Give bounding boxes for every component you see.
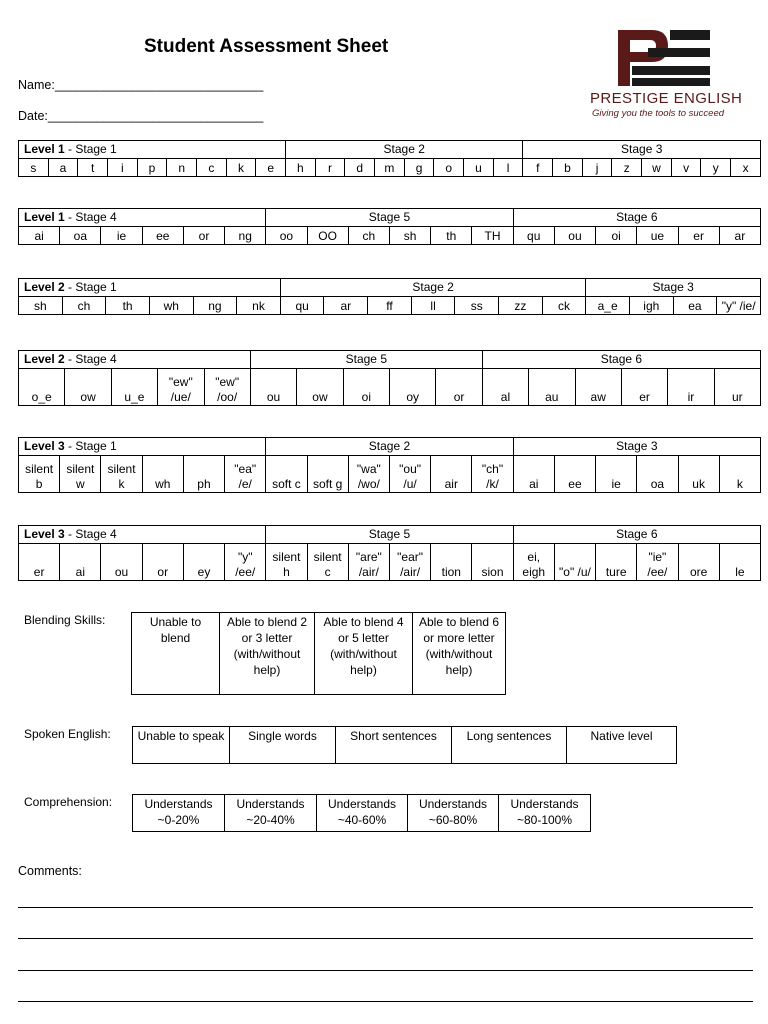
sound-cell[interactable]: oo [266, 227, 307, 245]
spoken-english-options [132, 726, 677, 764]
sound-cell[interactable]: "y" /ee/ [225, 544, 266, 581]
sound-cell[interactable]: ore [678, 544, 719, 581]
stage-header [19, 209, 266, 227]
sound-cell[interactable]: ey [183, 544, 224, 581]
sound-cell[interactable]: qu [513, 227, 554, 245]
sound-cell[interactable]: air [431, 456, 472, 493]
level-table [18, 350, 761, 406]
comments-label: Comments: [18, 864, 82, 878]
sound-cell[interactable]: oa [637, 456, 678, 493]
sound-cell[interactable]: ou [101, 544, 142, 581]
sound-cell[interactable]: ai [60, 544, 101, 581]
sound-cell[interactable]: "ew" /ue/ [158, 369, 204, 406]
sound-cell[interactable]: ea [673, 297, 717, 315]
stage-header: Stage 6 [513, 526, 760, 544]
stage-header [19, 279, 281, 297]
sound-cell[interactable]: o_e [19, 369, 65, 406]
sound-cell[interactable]: j [582, 159, 612, 177]
comprehension-label: Comprehension: [24, 795, 113, 809]
sound-cell[interactable]: b [553, 159, 583, 177]
blending-option[interactable]: Unable to blend [132, 613, 220, 695]
spoken-option[interactable]: Unable to speak [133, 727, 230, 764]
sound-cell[interactable]: uk [678, 456, 719, 493]
sound-cell[interactable]: a_e [586, 297, 630, 315]
stage-header: Stage 5 [266, 526, 513, 544]
pe-logo-mark-icon [584, 26, 744, 90]
sound-cell[interactable]: soft g [307, 456, 348, 493]
comprehension-option[interactable]: Understands ~80-100% [499, 795, 591, 832]
sound-cell[interactable]: ee [554, 456, 595, 493]
sound-cell[interactable]: v [671, 159, 701, 177]
comprehension-option[interactable]: Understands ~40-60% [317, 795, 408, 832]
sound-cell[interactable]: sion [472, 544, 513, 581]
sound-cell[interactable]: aw [575, 369, 621, 406]
stage-header: Stage 2 [280, 279, 585, 297]
stage-header: Stage 2 [266, 438, 513, 456]
stage-header: Stage 2 [286, 141, 523, 159]
sound-cell[interactable]: ph [183, 456, 224, 493]
level-table [18, 278, 761, 315]
stage-header: Stage 3 [523, 141, 761, 159]
sound-cell[interactable]: ss [455, 297, 499, 315]
sound-cell[interactable]: "ear" /air/ [389, 544, 430, 581]
sound-cell[interactable]: silent k [101, 456, 142, 493]
stage-title: - Stage 4 [64, 352, 117, 366]
sound-cell[interactable]: silent w [60, 456, 101, 493]
sound-cell[interactable]: ie [596, 456, 637, 493]
sound-cell[interactable]: er [19, 544, 60, 581]
sound-cell[interactable]: qu [280, 297, 324, 315]
sound-cell[interactable]: oy [390, 369, 436, 406]
sound-cell[interactable]: "ch" /k/ [472, 456, 513, 493]
prestige-english-logo [584, 26, 744, 122]
spoken-option[interactable]: Short sentences [336, 727, 452, 764]
stage-header: Stage 5 [250, 351, 482, 369]
blending-skills-options [131, 612, 506, 695]
blending-option[interactable]: Able to blend 4 or 5 letter (with/without help) [315, 613, 413, 695]
sound-cell[interactable]: ou [554, 227, 595, 245]
stage-title: - Stage 4 [64, 210, 117, 224]
stage-title: - Stage 1 [64, 280, 117, 294]
sound-cell[interactable]: sh [19, 297, 63, 315]
stage-title: - Stage 1 [64, 439, 117, 453]
sound-cell[interactable]: z [612, 159, 642, 177]
sound-cell[interactable]: th [106, 297, 150, 315]
sound-cell[interactable]: f [523, 159, 553, 177]
comment-line[interactable] [18, 907, 753, 908]
sound-cell[interactable]: o [434, 159, 464, 177]
sound-cell[interactable]: TH [472, 227, 513, 245]
stage-title: - Stage 1 [64, 142, 117, 156]
stage-header: Stage 6 [482, 351, 760, 369]
sound-cell[interactable]: ch [62, 297, 106, 315]
comment-line[interactable] [18, 1001, 753, 1002]
level-label: Level 3 [24, 527, 65, 541]
sound-cell[interactable]: k [226, 159, 256, 177]
sound-cell[interactable]: e [256, 159, 286, 177]
sound-cell[interactable]: "ou" /u/ [389, 456, 430, 493]
sound-cell[interactable]: w [642, 159, 672, 177]
sound-cell[interactable]: ei, eigh [513, 544, 554, 581]
sound-cell[interactable]: ll [411, 297, 455, 315]
sound-cell[interactable]: k [719, 456, 760, 493]
sound-cell[interactable]: "y" /ie/ [717, 297, 761, 315]
stage-title: - Stage 4 [64, 527, 117, 541]
sound-cell[interactable]: wh [149, 297, 193, 315]
sound-cell[interactable]: zz [499, 297, 543, 315]
sound-cell[interactable]: sh [389, 227, 430, 245]
sound-cell[interactable]: ck [542, 297, 586, 315]
sound-cell[interactable]: ai [513, 456, 554, 493]
level-label: Level 1 [24, 210, 65, 224]
date-field[interactable]: Date:_______________________________ [18, 109, 264, 123]
sound-cell[interactable]: silent h [266, 544, 307, 581]
sound-cell[interactable]: ur [714, 369, 760, 406]
spoken-option[interactable]: Single words [230, 727, 336, 764]
stage-header [19, 526, 266, 544]
sound-cell[interactable]: OO [307, 227, 348, 245]
sound-cell[interactable]: or [183, 227, 224, 245]
stage-header: Stage 6 [513, 209, 760, 227]
sound-cell[interactable]: u [464, 159, 494, 177]
sound-cell[interactable]: tion [431, 544, 472, 581]
comprehension-options [132, 794, 591, 832]
sound-cell[interactable]: d [345, 159, 375, 177]
sound-cell[interactable]: m [375, 159, 405, 177]
sound-cell[interactable]: p [137, 159, 167, 177]
comprehension-option[interactable]: Understands ~60-80% [408, 795, 499, 832]
comment-line[interactable] [18, 938, 753, 939]
sound-cell[interactable]: ar [719, 227, 760, 245]
sound-cell[interactable]: s [19, 159, 49, 177]
sound-cell[interactable]: er [621, 369, 667, 406]
sound-cell[interactable]: er [678, 227, 719, 245]
name-field[interactable]: Name:______________________________ [18, 78, 264, 92]
sound-cell[interactable]: oi [596, 227, 637, 245]
logo-tagline: Giving you the tools to succeed [592, 108, 725, 119]
sound-cell[interactable]: ng [193, 297, 237, 315]
sound-cell[interactable]: or [436, 369, 482, 406]
sound-cell[interactable]: oa [60, 227, 101, 245]
sound-cell[interactable]: c [197, 159, 227, 177]
blending-option[interactable]: Able to blend 2 or 3 letter (with/without help) [220, 613, 315, 695]
level-label: Level 1 [24, 142, 65, 156]
sound-cell[interactable]: r [315, 159, 345, 177]
page-title: Student Assessment Sheet [144, 36, 389, 57]
sound-cell[interactable]: wh [142, 456, 183, 493]
sound-cell[interactable]: silent c [307, 544, 348, 581]
comprehension-option[interactable]: Understands ~20-40% [225, 795, 317, 832]
sound-cell[interactable]: soft c [266, 456, 307, 493]
sound-cell[interactable]: ow [297, 369, 343, 406]
stage-header: Stage 3 [513, 438, 760, 456]
level-label: Level 3 [24, 439, 65, 453]
logo-company-name: PRESTIGE ENGLISH [590, 90, 743, 107]
sound-cell[interactable]: a [48, 159, 78, 177]
sound-cell[interactable]: igh [629, 297, 673, 315]
level-label: Level 2 [24, 280, 65, 294]
level-label: Level 2 [24, 352, 65, 366]
sound-cell[interactable]: silent b [19, 456, 60, 493]
sound-cell[interactable]: au [529, 369, 575, 406]
sound-cell[interactable]: t [78, 159, 108, 177]
spoken-option[interactable]: Native level [567, 727, 677, 764]
sound-cell[interactable]: th [431, 227, 472, 245]
comprehension-option[interactable]: Understands ~0-20% [133, 795, 225, 832]
spoken-english-label: Spoken English: [24, 727, 111, 741]
sound-cell[interactable]: ie [101, 227, 142, 245]
spoken-option[interactable]: Long sentences [452, 727, 567, 764]
sound-cell[interactable]: "are" /air/ [348, 544, 389, 581]
blending-option[interactable]: Able to blend 6 or more letter (with/without help) [413, 613, 506, 695]
level-table [18, 208, 761, 245]
sound-cell[interactable]: ee [142, 227, 183, 245]
sound-cell[interactable]: ow [65, 369, 111, 406]
sound-cell[interactable]: "wa" /wo/ [348, 456, 389, 493]
sound-cell[interactable]: ar [324, 297, 368, 315]
comment-line[interactable] [18, 970, 753, 971]
sound-cell[interactable]: x [731, 159, 761, 177]
sound-cell[interactable]: ff [368, 297, 412, 315]
sound-cell[interactable]: nk [237, 297, 281, 315]
sound-cell[interactable]: ture [596, 544, 637, 581]
stage-header [19, 351, 251, 369]
stage-header [19, 141, 286, 159]
sound-cell[interactable]: u_e [111, 369, 157, 406]
sound-cell[interactable]: n [167, 159, 197, 177]
sound-cell[interactable]: oi [343, 369, 389, 406]
sound-cell[interactable]: ch [348, 227, 389, 245]
level-table [18, 140, 761, 177]
stage-header: Stage 3 [586, 279, 761, 297]
sound-cell[interactable]: "ew" /oo/ [204, 369, 250, 406]
sound-cell[interactable]: "ea" /e/ [225, 456, 266, 493]
sound-cell[interactable]: ir [668, 369, 714, 406]
sound-cell[interactable]: i [108, 159, 138, 177]
level-table [18, 525, 761, 581]
sound-cell[interactable]: y [701, 159, 731, 177]
sound-cell[interactable]: le [719, 544, 760, 581]
stage-header [19, 438, 266, 456]
sound-cell[interactable]: ai [19, 227, 60, 245]
sound-cell[interactable]: ng [225, 227, 266, 245]
sound-cell[interactable]: l [493, 159, 523, 177]
sound-cell[interactable]: ou [250, 369, 296, 406]
sound-cell[interactable]: ue [637, 227, 678, 245]
sound-cell[interactable]: or [142, 544, 183, 581]
sound-cell[interactable]: g [404, 159, 434, 177]
blending-skills-label: Blending Skills: [24, 613, 106, 627]
sound-cell[interactable]: al [482, 369, 528, 406]
sound-cell[interactable]: "ie" /ee/ [637, 544, 678, 581]
sound-cell[interactable]: h [286, 159, 316, 177]
level-table [18, 437, 761, 493]
stage-header: Stage 5 [266, 209, 513, 227]
sound-cell[interactable]: "o" /u/ [554, 544, 595, 581]
